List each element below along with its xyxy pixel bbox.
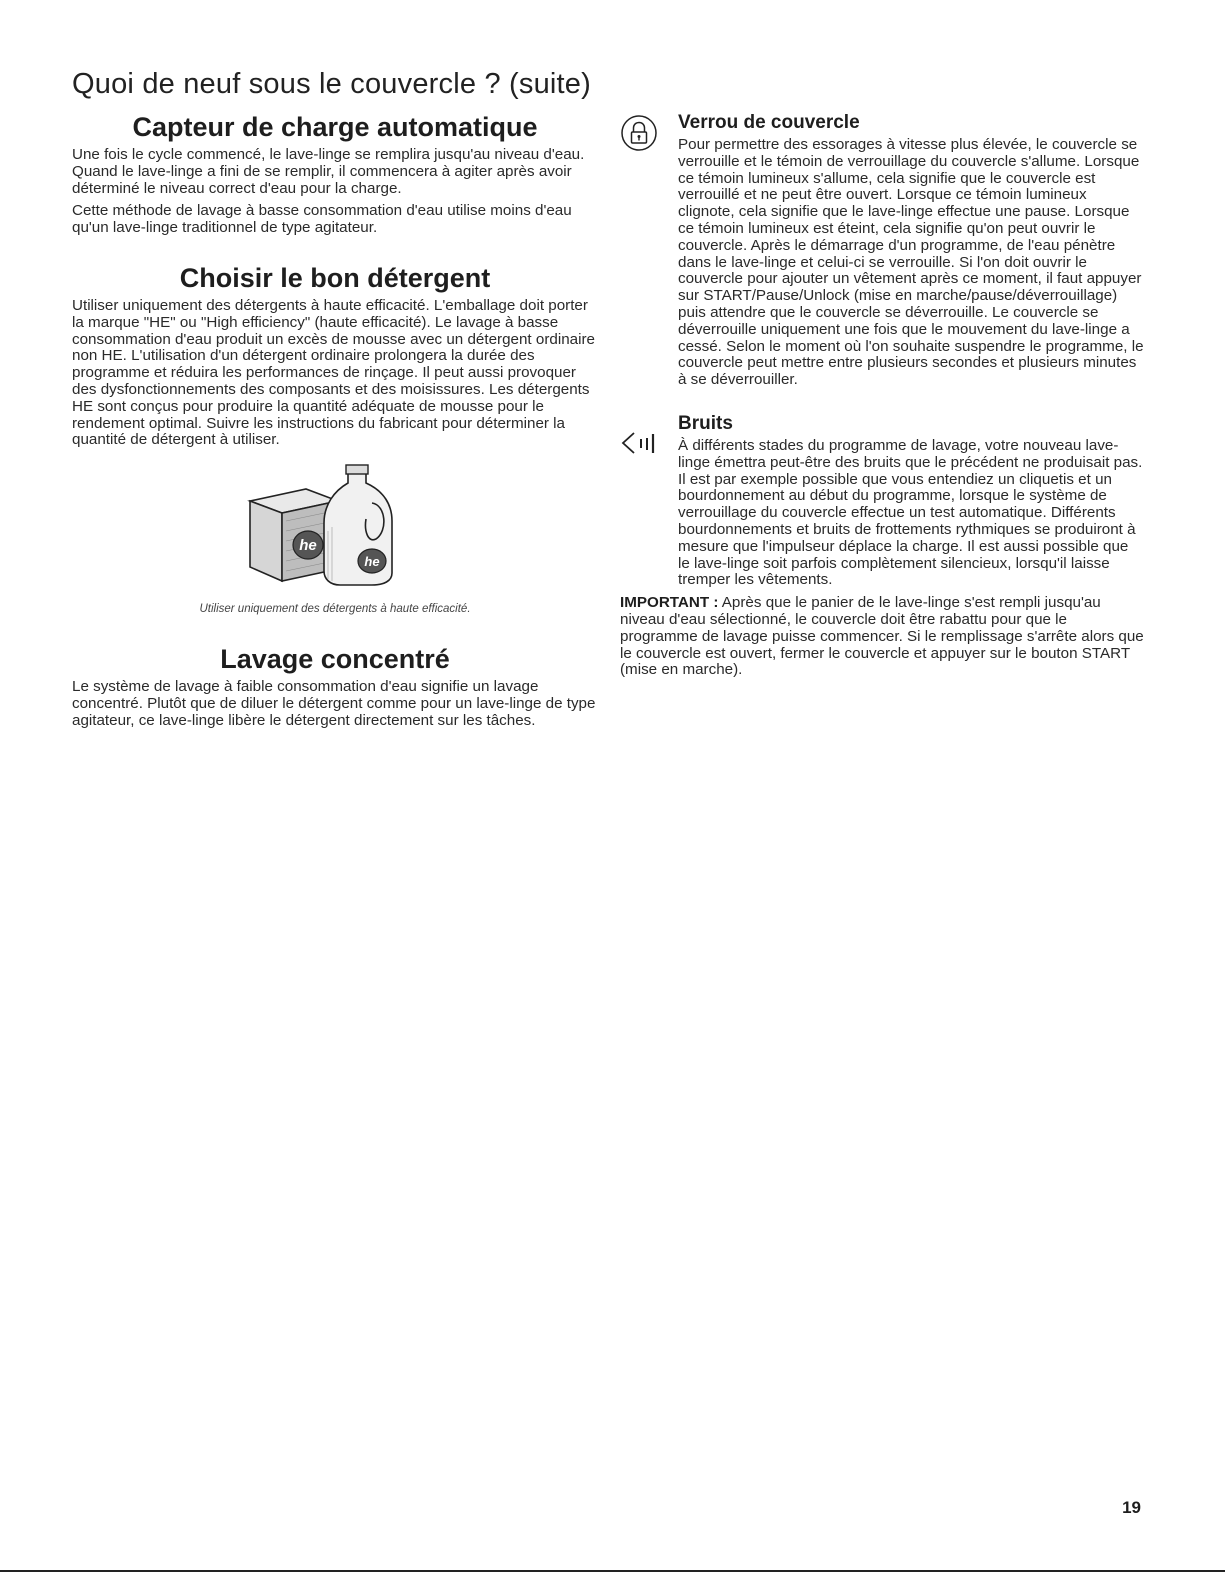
bottom-rule — [0, 1570, 1225, 1572]
right-column — [620, 112, 1144, 685]
paragraph-detergent-1: Utiliser uniquement des détergents à haute efficacité. L'emballage doit porter la marque "HE" ou "High efficiency" (haute efficacité). Le lavage à basse consommation d'eau produit un excès de mousse avec un détergent ordinaire non HE. L'utilisation d'un détergent ordinaire prolongera la durée des programme et réduira les performances de rinçage. Il peut aussi provoquer des dysfonctionnements des composants et des moisissures. Les détergents HE sont conçus pour produire la quantité adéquate de mousse pour le rendement optimal. Suivre les instructions du fabricant pour déterminer la quantité de détergent à utiliser. — [72, 296, 595, 449]
lock-icon — [620, 114, 658, 157]
page-title: Quoi de neuf sous le couvercle ? (suite) — [72, 68, 591, 100]
paragraph-verrou-1: Pour permettre des essorages à vitesse plus élevée, le couvercle se verrouille et le témoin de verrouillage du couvercle s'allume. Lorsque ce témoin lumineux s'allume, cela signifie que le couvercle est verrouillé et ne peut être ouvert. Lorsque ce témoin lumineux clignote, cela signifie que le lave-linge effectue une pause. Lorsque ce témoin lumineux est éteint, cela signifie qu'on peut ouvrir le couvercle. Après le démarrage d'un programme, de l'eau pénètre dans le lave-linge et celui-ci se verrouille. Si l'on doit ouvrir le couvercle pour ajouter un vêtement après ce moment, il faut appuyer sur START/Pause/Unlock (mise en marche/pause/déverrouillage) puis attendre que le couvercle se déverrouille. Le couvercle se déverrouille uniquement une fois que le mouvement du lave-linge a cessé. Selon le moment où l'on souhaite suspendre le programme, le couvercle peut mettre entre plusieurs secondes et plusieurs minutes à se déverrouiller. — [678, 136, 1144, 389]
section-heading-capteur: Capteur de charge automatique — [132, 112, 538, 142]
section-heading-concentre: Lavage concentré — [220, 643, 450, 674]
paragraph-concentre-1: Le système de lavage à faible consommation d'eau signifie un lavage concentré. Plutôt que de diluer le détergent comme pour un lave-linge de type agitateur, ce lave-linge libère le détergent directement sur les tâches. — [72, 677, 596, 729]
left-column — [72, 112, 598, 735]
section-heading-bruits: Bruits — [678, 412, 733, 434]
paragraph-bruits-1: À différents stades du programme de lavage, votre nouveau lave-linge émettra peut-être des bruits que le précédent ne produisait pas. Il est par exemple possible que vous entendiez un cliquetis et un bourdonnement au début du programme, lorsque le système de verrouillage du couvercle effectue un test automatique. Différents bourdonnements et bruits de frottements rythmiques se produiront à mesure que l'impulseur déplace la charge. Il est aussi possible que le lave-linge soit parfois complètement silencieux, lorsqu'il laisse tremper les vêtements. — [678, 436, 1143, 589]
svg-text:he: he — [364, 554, 380, 570]
he-detergent-icon — [244, 461, 414, 587]
paragraph-capteur-2: Cette méthode de lavage à basse consommation d'eau utilise moins d'eau qu'un lave-linge traditionnel de type agitateur. — [72, 202, 572, 237]
important-label: IMPORTANT : — [620, 594, 719, 612]
section-heading-verrou: Verrou de couvercle — [678, 112, 860, 133]
section-concentre — [72, 644, 598, 729]
section-bruits — [620, 413, 1144, 589]
section-detergent — [72, 263, 598, 618]
illustration-caption: Utiliser uniquement des détergents à haute efficacité. — [199, 603, 471, 616]
svg-text:he: he — [299, 537, 317, 555]
detergent-illustration — [72, 461, 598, 589]
section-verrou — [620, 112, 1144, 389]
important-note — [620, 595, 1144, 679]
paragraph-capteur-1: Une fois le cycle commencé, le lave-linge se remplira jusqu'au niveau d'eau. Quand le lave-linge a fini de se remplir, il commencera à agiter après avoir déterminé le niveau correct d'eau pour la charge. — [72, 146, 585, 197]
section-heading-detergent: Choisir le bon détergent — [179, 262, 491, 293]
important-text: Après que le panier de le lave-linge s'est rempli jusqu'au niveau d'eau sélectionné, le couvercle doit être rabattu pour que le programme de lavage puisse commencer. Si le remplissage s'arrête alors que le couvercle est ouvert, fermer le couvercle et appuyer sur le bouton START (mise en marche). — [620, 594, 1144, 679]
speaker-sound-icon — [620, 429, 660, 464]
section-capteur — [72, 112, 598, 237]
page-number: 19 — [1122, 1498, 1141, 1517]
